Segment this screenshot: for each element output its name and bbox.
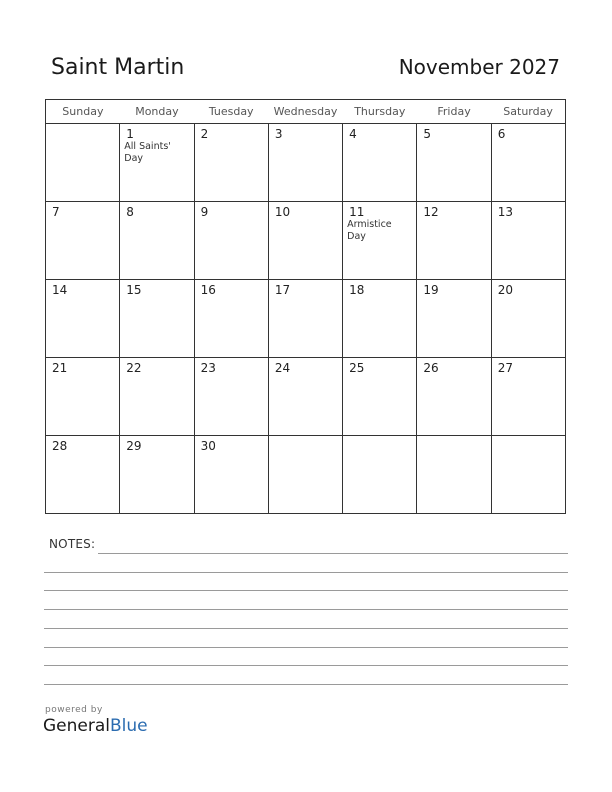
day-cell bbox=[120, 124, 194, 202]
day-number: 4 bbox=[349, 127, 357, 141]
day-number: 29 bbox=[126, 439, 142, 453]
day-cell bbox=[46, 358, 120, 436]
day-number: 7 bbox=[52, 205, 60, 219]
day-cell bbox=[417, 358, 491, 436]
day-number: 11 bbox=[349, 205, 365, 219]
day-cell bbox=[120, 358, 194, 436]
day-cell bbox=[268, 436, 342, 514]
day-number: 14 bbox=[52, 283, 68, 297]
weekday-header: Tuesday bbox=[194, 100, 268, 124]
day-number: 21 bbox=[52, 361, 68, 375]
weekday-header-row bbox=[46, 100, 566, 124]
logo-general-text: General bbox=[43, 716, 110, 736]
day-cell bbox=[194, 280, 268, 358]
day-number: 24 bbox=[274, 361, 291, 375]
note-line bbox=[44, 572, 568, 573]
day-number: 22 bbox=[126, 361, 142, 375]
note-line bbox=[98, 553, 568, 554]
day-cell bbox=[491, 202, 565, 280]
day-cell bbox=[120, 202, 194, 280]
day-number: 2 bbox=[200, 127, 209, 141]
month-year-title: November 2027 bbox=[398, 55, 560, 79]
day-number: 18 bbox=[349, 283, 365, 297]
day-cell bbox=[417, 280, 491, 358]
day-cell bbox=[268, 202, 342, 280]
day-number: 6 bbox=[497, 127, 506, 141]
weekday-header: Monday bbox=[120, 100, 194, 124]
note-line bbox=[44, 684, 568, 685]
day-cell bbox=[417, 436, 491, 514]
day-cell bbox=[46, 280, 120, 358]
day-cell bbox=[46, 436, 120, 514]
day-number: 3 bbox=[274, 127, 283, 141]
weekday-header: Friday bbox=[417, 100, 491, 124]
day-number: 30 bbox=[200, 439, 216, 453]
day-number: 12 bbox=[423, 205, 439, 219]
day-number: 10 bbox=[274, 205, 291, 219]
day-number: 5 bbox=[423, 127, 432, 141]
note-line bbox=[44, 665, 568, 666]
powered-by-text: powered by bbox=[45, 705, 103, 715]
day-cell bbox=[417, 202, 491, 280]
day-cell bbox=[343, 280, 417, 358]
holiday-label: All Saints' Day bbox=[124, 141, 171, 164]
day-cell bbox=[268, 280, 342, 358]
day-cell bbox=[491, 358, 565, 436]
day-cell bbox=[343, 358, 417, 436]
day-cell bbox=[194, 436, 268, 514]
weekday-header: Wednesday bbox=[268, 100, 342, 124]
day-cell bbox=[491, 124, 565, 202]
day-cell bbox=[194, 124, 268, 202]
weekday-header: Saturday bbox=[491, 100, 565, 124]
logo-blue-text: Blue bbox=[110, 716, 148, 736]
day-number: 23 bbox=[200, 361, 216, 375]
note-line bbox=[44, 628, 568, 629]
day-number: 8 bbox=[126, 205, 134, 219]
day-number: 16 bbox=[200, 283, 216, 297]
day-number: 28 bbox=[52, 439, 68, 453]
weekday-header: Thursday bbox=[343, 100, 417, 124]
week-row bbox=[46, 124, 566, 202]
day-number: 15 bbox=[126, 283, 142, 297]
note-line bbox=[44, 609, 568, 610]
day-cell bbox=[343, 436, 417, 514]
day-number: 13 bbox=[497, 205, 513, 219]
note-line bbox=[44, 590, 568, 591]
day-cell bbox=[343, 202, 417, 280]
day-cell bbox=[343, 124, 417, 202]
notes-label: NOTES: bbox=[49, 537, 96, 551]
country-title: Saint Martin bbox=[51, 55, 185, 80]
note-line bbox=[44, 647, 568, 648]
holiday-label: Armistice Day bbox=[347, 219, 392, 242]
calendar-grid bbox=[45, 99, 566, 514]
week-row bbox=[46, 436, 566, 514]
day-cell bbox=[491, 436, 565, 514]
day-cell bbox=[268, 358, 342, 436]
day-cell bbox=[417, 124, 491, 202]
day-number: 19 bbox=[423, 283, 439, 297]
day-cell bbox=[268, 124, 342, 202]
day-cell bbox=[120, 436, 194, 514]
day-cell bbox=[120, 280, 194, 358]
day-number: 25 bbox=[349, 361, 365, 375]
day-number: 17 bbox=[274, 283, 291, 297]
day-cell bbox=[194, 358, 268, 436]
day-number: 27 bbox=[497, 361, 513, 375]
day-cell bbox=[194, 202, 268, 280]
week-row bbox=[46, 358, 566, 436]
generalblue-logo bbox=[43, 716, 148, 736]
day-cell bbox=[46, 124, 120, 202]
day-number: 9 bbox=[200, 205, 209, 219]
day-number: 1 bbox=[126, 127, 134, 141]
weekday-header: Sunday bbox=[46, 100, 120, 124]
day-number: 26 bbox=[423, 361, 439, 375]
week-row bbox=[46, 202, 566, 280]
day-number: 20 bbox=[497, 283, 513, 297]
day-cell bbox=[46, 202, 120, 280]
week-row bbox=[46, 280, 566, 358]
day-cell bbox=[491, 280, 565, 358]
